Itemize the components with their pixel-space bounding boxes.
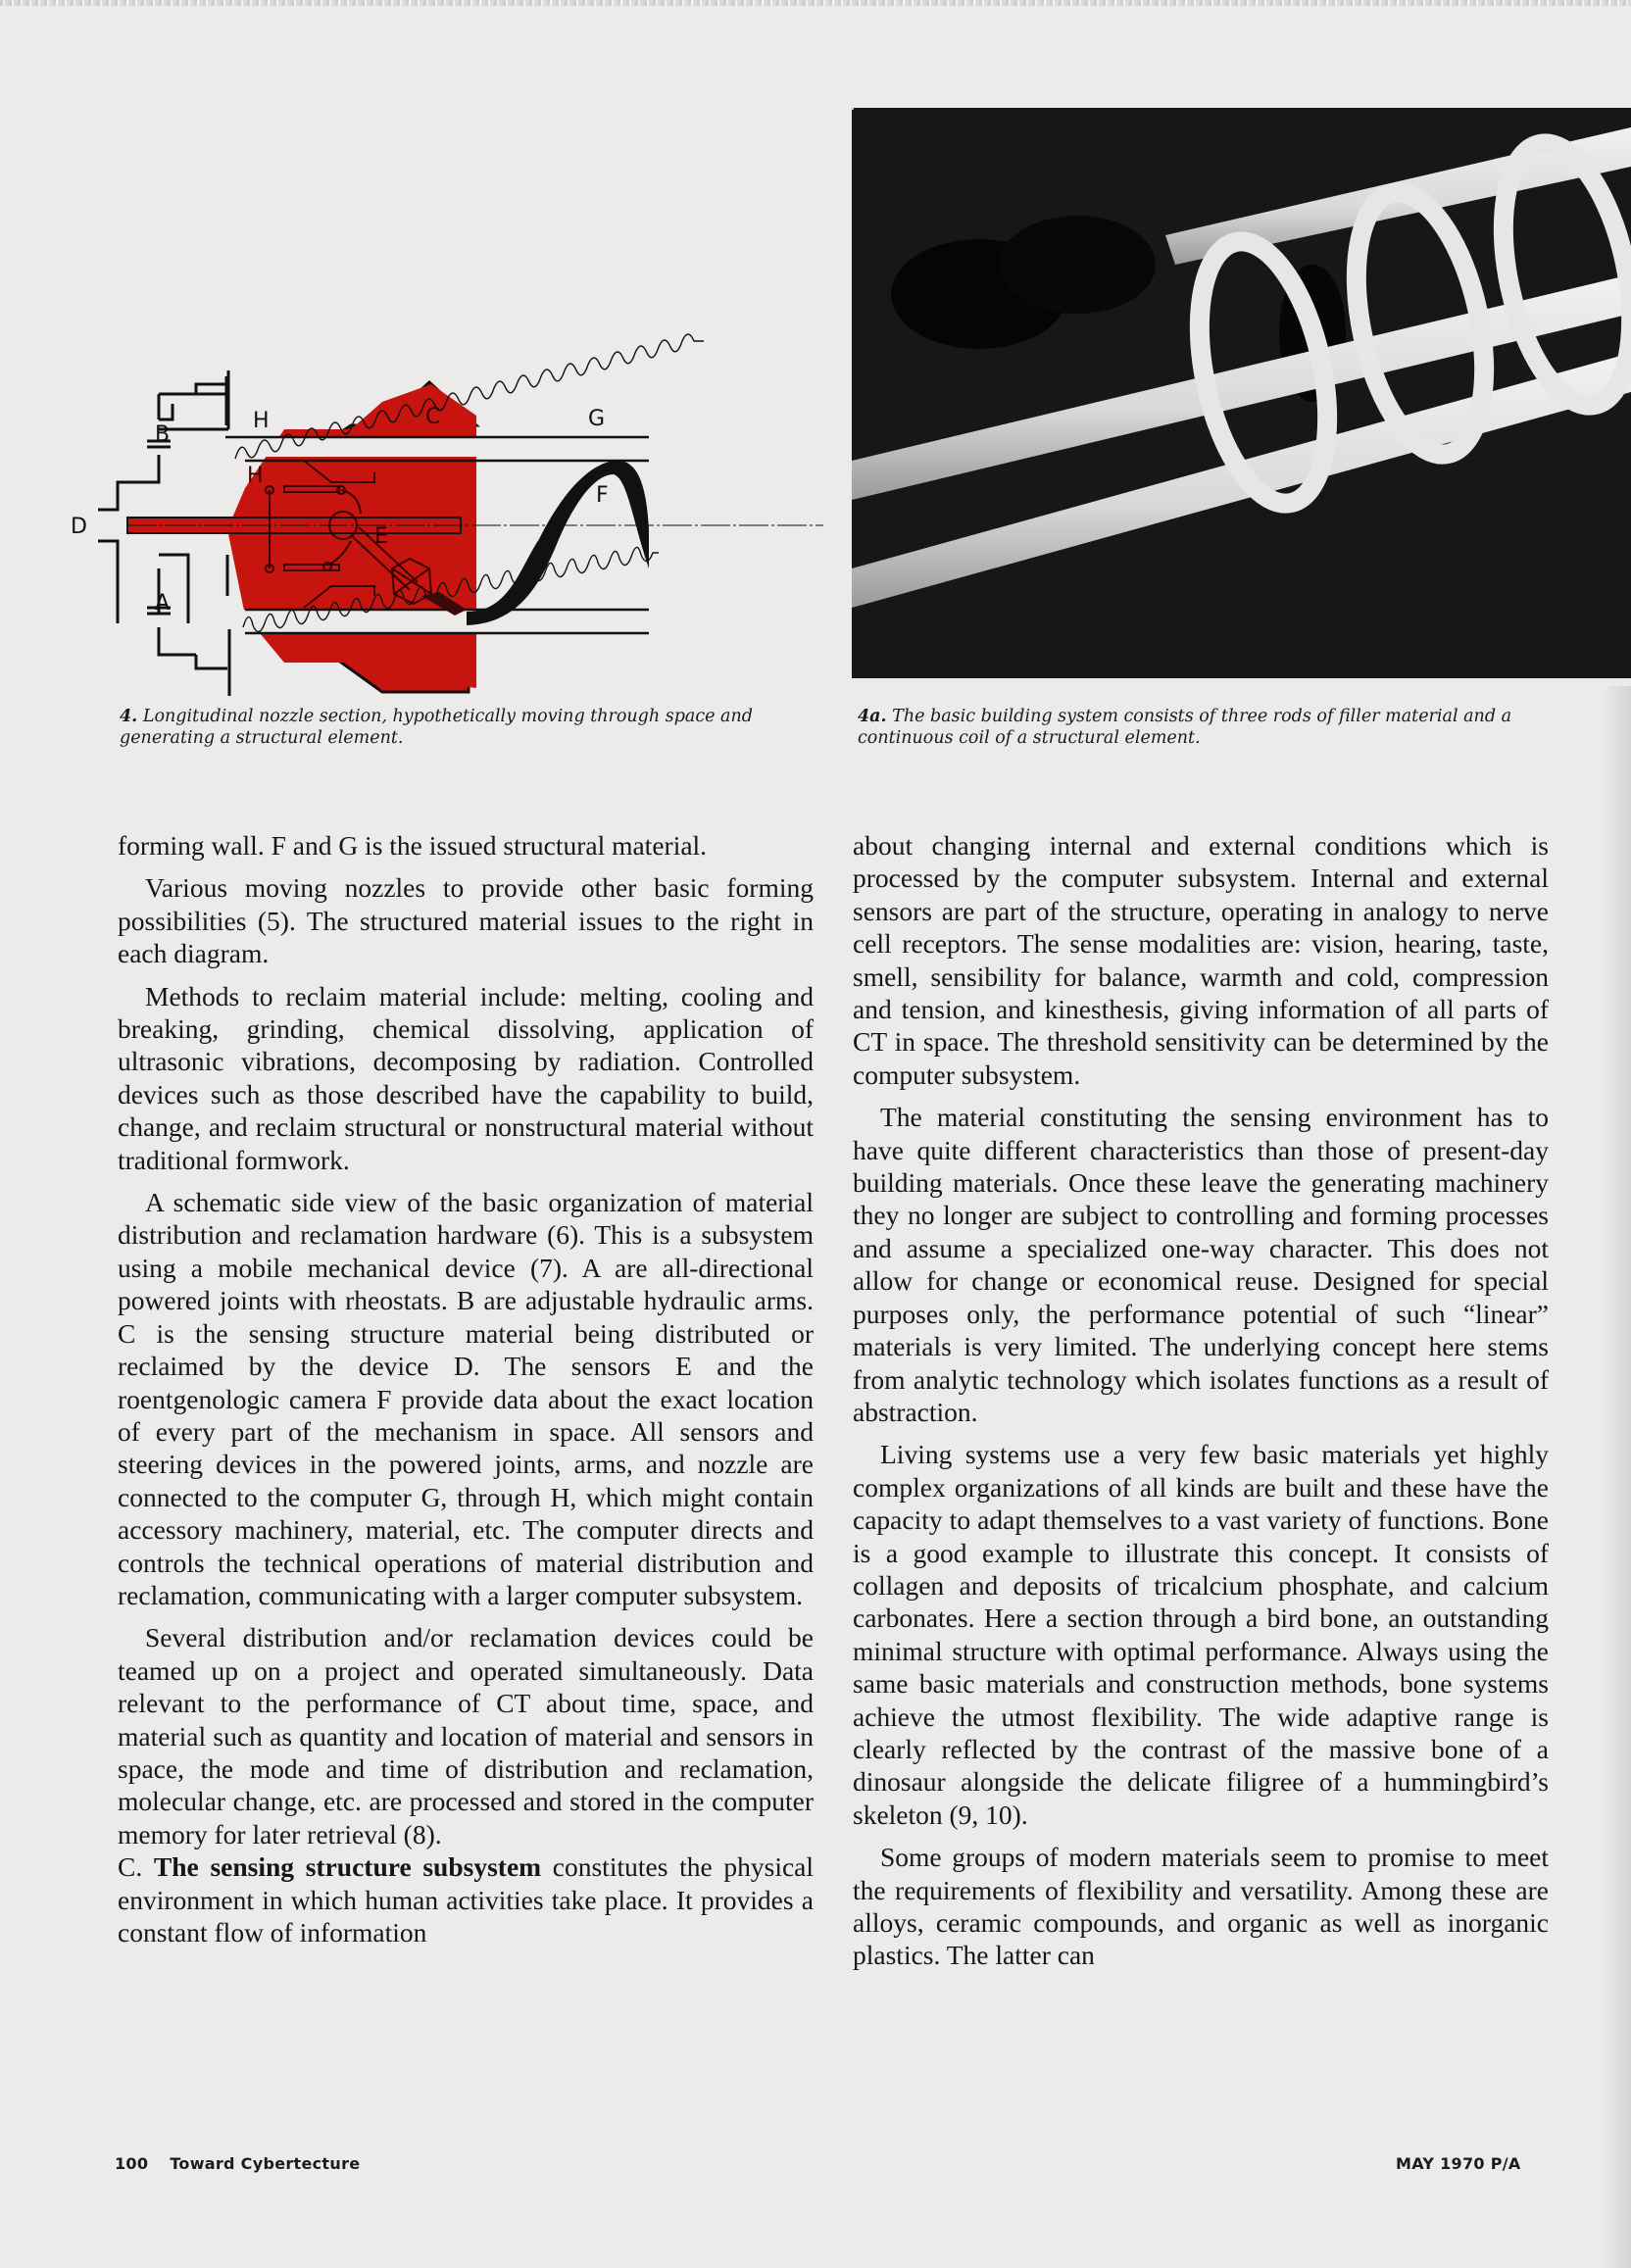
paragraph: The material constituting the sensing environment has to have quite different characteristics than those of present-day building materials. Once these leave the generating machinery they no longer are subject to controlling and forming processes and assume a specialized one-way character. This does not allow for change or economical reuse. Designed for special purposes only, the performance potential of such “linear” materials is very limited. The underlying concept here stems from analytic technology which isolates functions as a result of abstraction.: [853, 1102, 1549, 1427]
running-title: Toward Cybertecture: [170, 2154, 361, 2173]
page-footer-left: [115, 2154, 360, 2173]
figure-4a-photo: [852, 108, 1631, 678]
section-c-paragraph: [118, 1850, 814, 1948]
paragraph: A schematic side view of the basic organization of material distribution and reclamation hardware (6). This is a subsystem using a mobile mechanical device (7). A are all-directional powered joints with rheostats. B are adjustable hydraulic arms. C is the sensing structure material being distributed or reclaimed by the device D. The sensors E and the roentgenologic camera F provide data about the exact location of every part of the mechanism in space. All sensors and steering devices in the powered joints, arms, and nozzle are connected to the computer G, through H, which might contain accessory machinery, material, etc. The computer directs and controls the technical operations of material distribution and reclamation, communicating with a larger computer subsystem.: [118, 1187, 814, 1610]
label-d: D: [71, 515, 87, 539]
label-a: A: [155, 591, 171, 616]
label-e: E: [374, 524, 388, 549]
figure-4a-number: 4a.: [858, 707, 887, 726]
label-b: B: [155, 422, 171, 447]
issue-label: MAY 1970 P/A: [1396, 2154, 1521, 2173]
section-c-prefix: C.: [118, 1851, 154, 1883]
figure-4a-caption-text: The basic building system consists of three rods of filler material and a continuous coil of a structural element.: [858, 707, 1512, 748]
label-f: F: [596, 483, 609, 508]
left-column: [118, 829, 814, 1948]
figure-4a-caption: [858, 706, 1563, 749]
paragraph: Living systems use a very few basic materials yet highly complex organizations of all kinds are built and these have the capacity to adapt themselves to a vast variety of functions. Bone is a good example to illustrate this concept. It consists of collagen and deposits of tricalcium phosphate, and calcium carbonates. Here a section through a bird bone, an outstanding minimal structure with optimal performance. Always using the same basic materials and construction methods, bone systems achieve the utmost flexibility. The wide adaptive range is clearly reflected by the contrast of the massive bone of a dinosaur alongside the delicate filigree of a hummingbird’s skeleton (9, 10).: [853, 1439, 1549, 1830]
label-c: C: [425, 405, 441, 429]
label-h-top: H: [253, 409, 270, 433]
figure-4-caption: [120, 706, 816, 749]
scan-edge-strip: [0, 0, 1631, 6]
label-h-inner: H: [247, 464, 264, 488]
section-c-text: constitutes the physical environment in which human activities take place. It provides a constant flow of information: [118, 1851, 815, 1948]
paragraph: Methods to reclaim material include: melting, cooling and breaking, grinding, chemical dissolving, application of ultrasonic vibrations, decomposing by radiation. Controlled devices such as those described have the capability to build, change, and reclaim structural or nonstructural material without traditional formwork.: [118, 980, 814, 1175]
right-column: [853, 829, 1549, 1972]
paragraph: Some groups of modern materials seem to promise to meet the requirements of flexibility and versatility. Among these are alloys, ceramic compounds, and organic as well as inorganic plastics. The latter can: [853, 1842, 1549, 1971]
page-number: 100: [115, 2154, 149, 2173]
page-fold-shadow: [1602, 686, 1631, 2268]
section-heading-sensing-structure: The sensing structure subsystem: [153, 1851, 542, 1883]
paragraph: forming wall. F and G is the issued structural material.: [118, 830, 708, 861]
figure-4-number: 4.: [120, 707, 138, 726]
paragraph: Various moving nozzles to provide other basic forming possibilities (5). The structured material issues to the right in each diagram.: [118, 872, 814, 969]
label-g: G: [588, 407, 606, 431]
figure-4-caption-text: Longitudinal nozzle section, hypothetically moving through space and generating a structural element.: [120, 707, 753, 748]
figure-4-nozzle-diagram: [71, 372, 823, 696]
paragraph: about changing internal and external conditions which is processed by the computer subsystem. Internal and external sensors are part of the structure, operating in analogy to nerve cell receptors. The sense modalities are: vision, hearing, taste, smell, sensibility for balance, warmth and cold, compression and tension, and kinesthesis, giving information of all parts of CT in space. The threshold sensitivity can be determined by the computer subsystem.: [853, 830, 1549, 1090]
paragraph: Several distribution and/or reclamation devices could be teamed up on a project and operated simultaneously. Data relevant to the performance of CT about time, space, and material such as quantity and location of material and sensors in space, the mode and time of distribution and reclamation, molecular change, etc. are processed and stored in the computer memory for later retrieval (8).: [118, 1622, 814, 1849]
